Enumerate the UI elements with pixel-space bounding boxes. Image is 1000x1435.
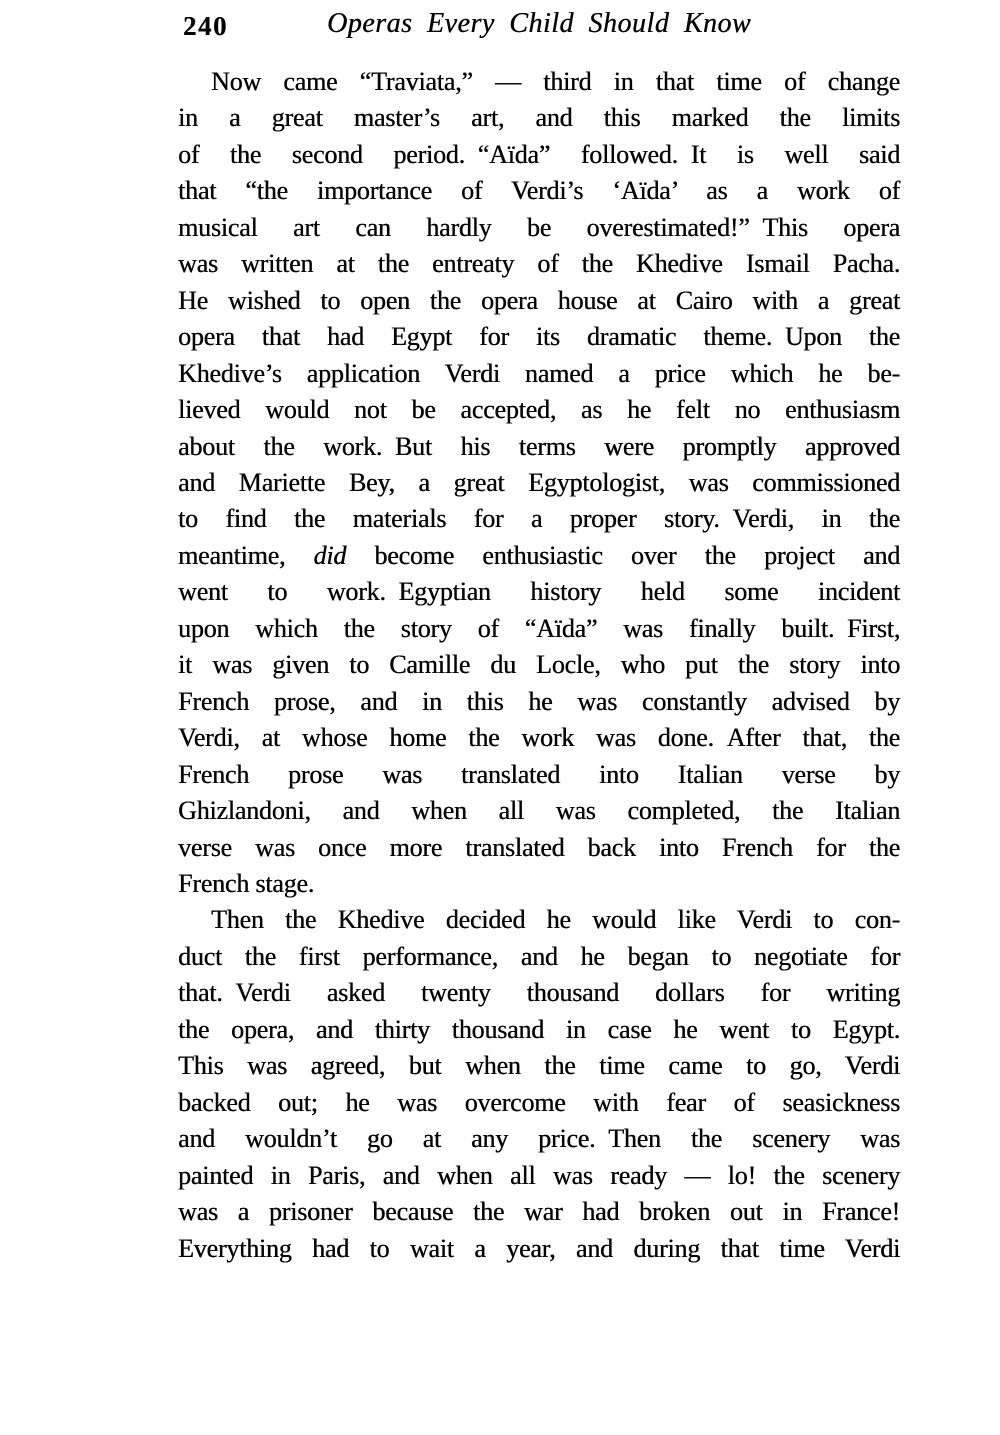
text-line: Then the Khedive decided he would like Verdi to con- <box>211 905 900 935</box>
text-line: lieved would not be accepted, as he felt no enthusiasm <box>178 395 900 425</box>
text-segment: become enthusiastic over the project and <box>346 540 900 570</box>
body-text <box>178 64 900 1267</box>
text-line: musical art can hardly be overestimated!” This opera <box>178 212 900 242</box>
text-line: verse was once more translated back into French for the <box>178 832 900 862</box>
text-line: and Mariette Bey, a great Egyptologist, was commissioned <box>178 467 900 497</box>
italic-word: did <box>313 540 347 570</box>
text-line: the opera, and thirty thousand in case he went to Egypt. <box>178 1014 900 1044</box>
text-line: French prose, and in this he was constantly advised by <box>178 686 900 716</box>
text-line: to find the materials for a proper story. Verdi, in the <box>178 504 900 534</box>
text-line: painted in Paris, and when all was ready — lo! the scenery <box>178 1160 900 1190</box>
text-line: upon which the story of “Aïda” was finally built. First, <box>178 613 900 643</box>
text-line: that. Verdi asked twenty thousand dollars for writing <box>178 978 900 1008</box>
text-line: backed out; he was overcome with fear of seasickness <box>178 1087 900 1117</box>
text-line: Everything had to wait a year, and during that time Verdi <box>178 1233 900 1263</box>
text-line: went to work. Egyptian history held some incident <box>178 577 900 607</box>
text-line: He wished to open the opera house at Cairo with a great <box>178 285 900 315</box>
text-line: Ghizlandoni, and when all was completed, the Italian <box>178 796 900 826</box>
text-line: French stage. <box>178 868 315 898</box>
text-line: and wouldn’t go at any price. Then the scenery was <box>178 1124 900 1154</box>
text-line-with-italic <box>178 538 900 574</box>
text-line: in a great master’s art, and this marked the limits <box>178 103 900 133</box>
text-segment: meantime, <box>178 540 314 570</box>
running-title: Operas Every Child Should Know <box>326 8 752 39</box>
text-line: was a prisoner because the war had broken out in France! <box>178 1197 900 1227</box>
text-line: duct the first performance, and he began to negotiate for <box>178 941 900 971</box>
paragraph <box>178 64 900 902</box>
text-line: Verdi, at whose home the work was done. After that, the <box>178 723 900 753</box>
paragraph <box>178 902 900 1267</box>
text-line: Now came “Traviata,” — third in that time of change <box>211 67 900 96</box>
text-line: it was given to Camille du Locle, who put the story into <box>178 650 900 680</box>
text-line: French prose was translated into Italian verse by <box>178 759 900 789</box>
text-line: about the work. But his terms were promptly approved <box>178 431 900 461</box>
text-line: was written at the entreaty of the Khedive Ismail Pacha. <box>178 249 900 279</box>
text-line: of the second period. “Aïda” followed. It is well said <box>178 139 900 169</box>
text-line: opera that had Egypt for its dramatic theme. Upon the <box>178 322 900 352</box>
text-line: Khedive’s application Verdi named a price which he be- <box>178 358 900 388</box>
text-line: This was agreed, but when the time came to go, Verdi <box>178 1051 900 1081</box>
text-line: that “the importance of Verdi’s ‘Aïda’ as a work of <box>178 176 900 206</box>
page-number: 240 <box>183 11 228 41</box>
